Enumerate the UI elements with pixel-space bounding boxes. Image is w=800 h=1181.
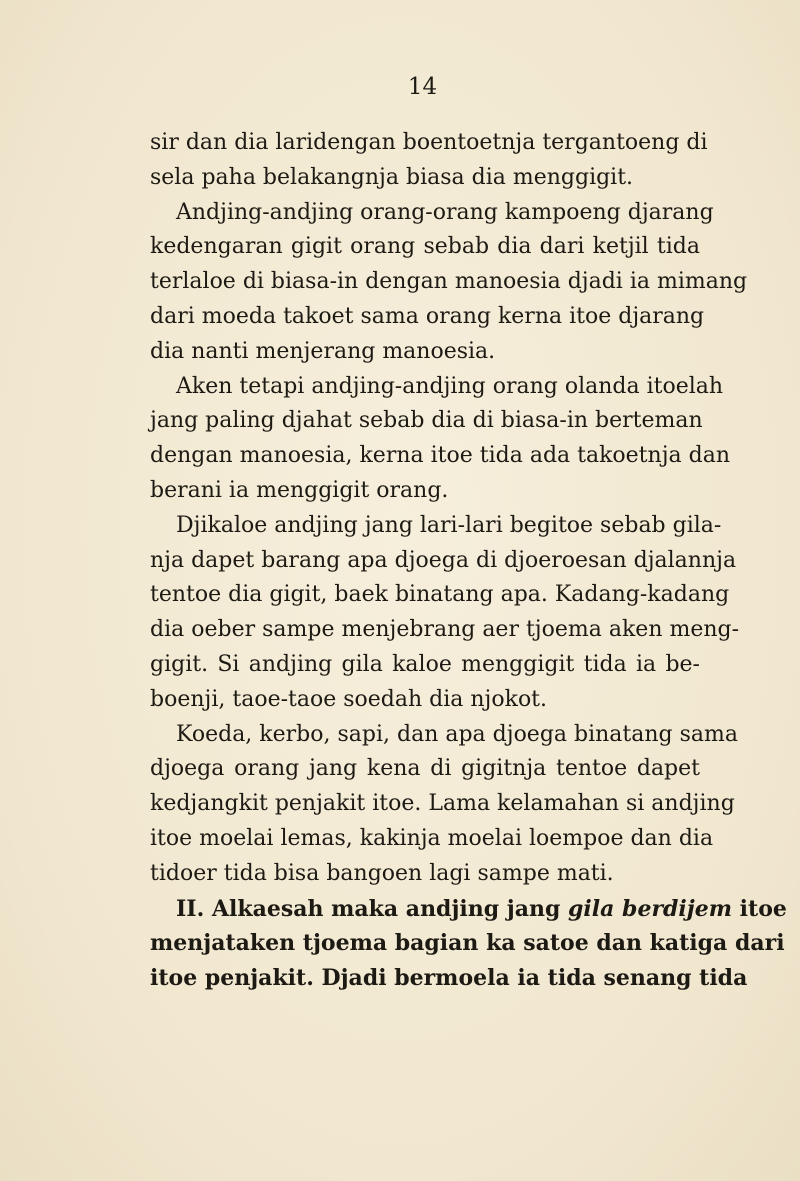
text-line: kedjangkit penjakit itoe. Lama kelamahan si andjing [150,791,735,817]
body-text [150,126,787,996]
text-line: berani ia menggigit orang. [150,477,449,503]
text-line: nja dapet barang apa djoega di djoeroesan djalannja [150,547,737,573]
text-line: Aken tetapi andjing-andjing orang olanda itoelah [176,373,724,399]
text-line: dia oeber sampe menjebrang aer tjoema aken meng- [150,617,740,643]
text-line: Andjing-andjing orang-orang kampoeng djarang [176,199,714,225]
italic-term: gila berdijem [568,895,733,922]
paragraph [150,196,748,370]
text-line: dengan manoesia, kerna itoe tida ada takoetnja dan [150,443,730,469]
text-segment: II. Alkaesah maka andjing jang [176,895,569,922]
text-line [150,892,787,927]
page-number: 14 [407,74,438,100]
text-line: jang paling djahat sebab dia di biasa-in berteman [150,408,703,434]
text-line: itoe penjakit. Djadi bermoela ia tida senang tida [150,965,748,992]
text-line: tentoe dia gigit, baek binatang apa. Kadang-kadang [150,582,730,608]
text-line: Koeda, kerbo, sapi, dan apa djoega binatang sama [176,721,739,747]
text-line: itoe moelai lemas, kakinja moelai loempoe dan dia [150,825,714,851]
paragraph [150,370,730,509]
text-line: boenji, taoe-taoe soedah dia njokot. [150,686,548,712]
text-segment: itoe [732,895,787,922]
text-line: sir dan dia laridengan boentoetnja tergantoeng di [150,130,708,155]
paragraph [150,126,708,196]
text-line: dia nanti menjerang manoesia. [150,338,496,364]
text-line: kedengaran gigit orang sebab dia dari ketjil tida [150,234,700,260]
paragraph [150,718,739,892]
text-line: djoega orang jang kena di gigitnja tentoe dapet [150,756,700,782]
paragraph [150,892,787,996]
text-line: terlaloe di biasa-in dengan manoesia djadi ia mimang [150,269,748,295]
text-line: menjataken tjoema bagian ka satoe dan katiga dari [150,930,785,957]
paragraph [150,509,740,718]
text-line: gigit. Si andjing gila kaloe menggigit tida ia be- [150,651,700,677]
text-line: sela paha belakangnja biasa dia menggigit. [150,164,634,190]
text-line: Djikaloe andjing jang lari-lari begitoe sebab gila- [176,512,722,538]
text-line: tidoer tida bisa bangoen lagi sampe mati. [150,860,614,886]
text-line: dari moeda takoet sama orang kerna itoe djarang [150,303,705,329]
